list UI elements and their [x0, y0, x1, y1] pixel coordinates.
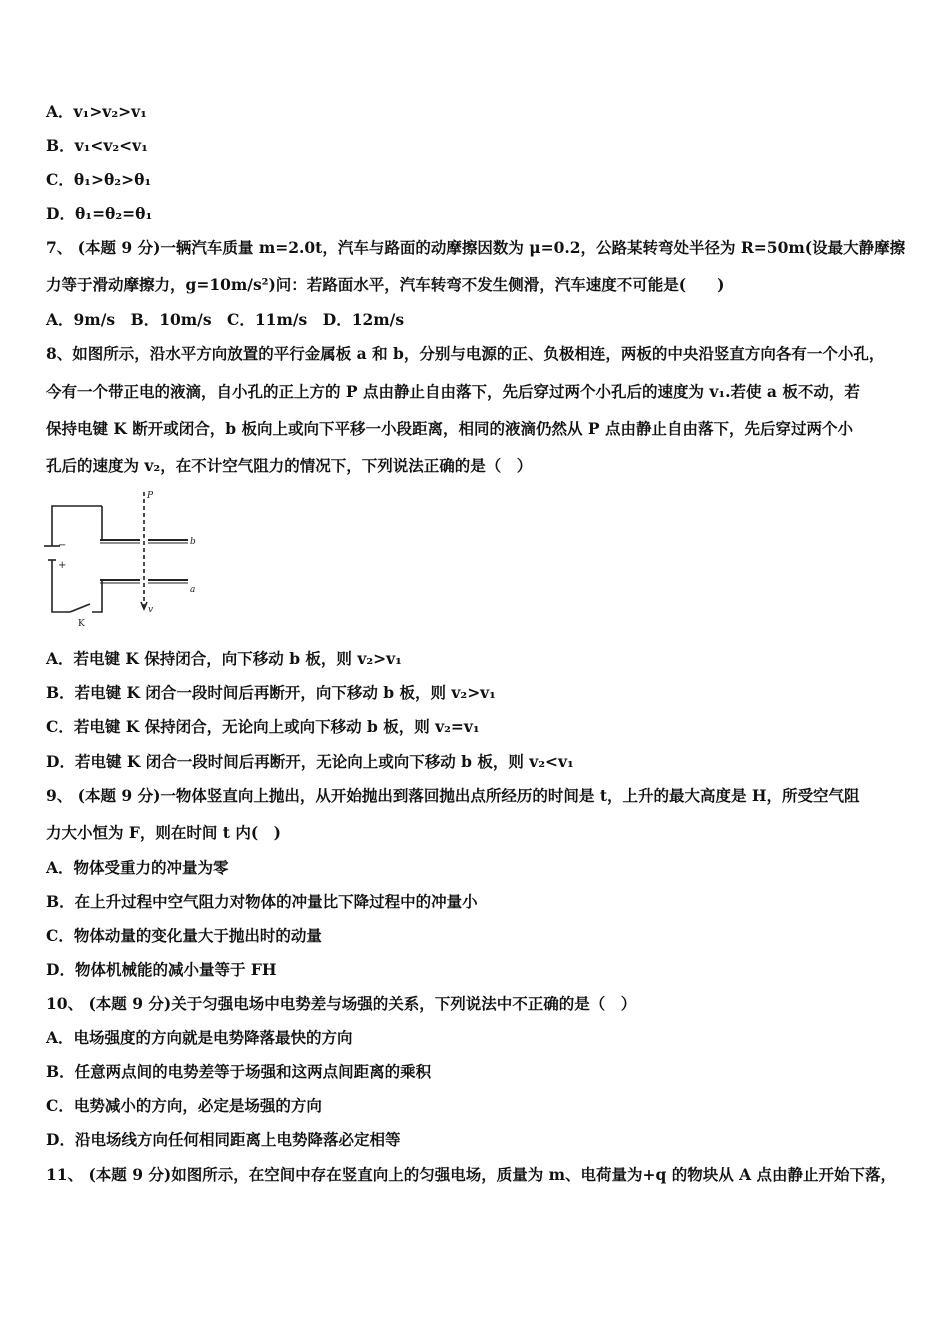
q7-stem-line-1: 7、 (本题 9 分)一辆汽车质量 m=2.0t，汽车与路面的动摩擦因数为 μ=0.2，公路某转弯处半径为 R=50m(设最大静摩擦: [46, 238, 906, 257]
q8-stem-line-2: 今有一个带正电的液滴，自小孔的正上方的 P 点由静止自由落下，先后穿过两个小孔后的速度为 v₁.若使 a 板不动，若: [46, 382, 860, 401]
q10-option-c: C．电势减小的方向，必定是场强的方向: [46, 1096, 322, 1115]
q7-options: A．9m/s B．10m/s C．11m/s D．12m/s: [46, 310, 405, 329]
label-b: b: [190, 537, 196, 547]
q10-option-a: A．电场强度的方向就是电势降落最快的方向: [46, 1028, 353, 1047]
q10-stem: 10、 (本题 9 分)关于匀强电场中电势差与场强的关系，下列说法中不正确的是（ ）: [46, 994, 637, 1013]
q8-option-c: C．若电键 K 保持闭合，无论向上或向下移动 b 板，则 v₂=v₁: [46, 717, 480, 736]
label-k: K: [78, 619, 85, 629]
label-p: P: [147, 491, 154, 501]
q9-option-b: B．在上升过程中空气阻力对物体的冲量比下降过程中的冲量小: [46, 892, 478, 911]
q8-option-d: D．若电键 K 闭合一段时间后再断开，无论向上或向下移动 b 板，则 v₂<v₁: [46, 752, 574, 771]
q9-stem-line-2: 力大小恒为 F，则在时间 t 内( ): [46, 823, 282, 842]
q6-option-c: C．θ₁>θ₂>θ₁: [46, 170, 152, 189]
q8-stem-line-4: 孔后的速度为 v₂，在不计空气阻力的情况下，下列说法正确的是（ ）: [46, 456, 533, 475]
label-v: v: [148, 605, 154, 615]
q8-stem-line-3: 保持电键 K 断开或闭合，b 板向上或向下平移一小段距离，相同的液滴仍然从 P 点由静止自由落下，先后穿过两个小: [46, 419, 853, 438]
q9-option-c: C．物体动量的变化量大于抛出时的动量: [46, 926, 322, 945]
q8-stem-line-1: 8、如图所示，沿水平方向放置的平行金属板 a 和 b，分别与电源的正、负极相连，两板的中央沿竖直方向各有一个小孔，: [46, 344, 885, 363]
label-a: a: [190, 585, 196, 595]
q10-option-d: D．沿电场线方向任何相同距离上电势降落必定相等: [46, 1130, 401, 1149]
q8-option-b: B．若电键 K 闭合一段时间后再断开，向下移动 b 板，则 v₂>v₁: [46, 683, 496, 702]
q9-option-d: D．物体机械能的减小量等于 FH: [46, 960, 277, 979]
q9-stem-line-1: 9、 (本题 9 分)一物体竖直向上抛出，从开始抛出到落回抛出点所经历的时间是 t，上升的最大高度是 H，所受空气阻: [46, 786, 860, 805]
q6-option-b: B．v₁<v₂<v₁: [46, 136, 148, 155]
q8-option-a: A．若电键 K 保持闭合，向下移动 b 板，则 v₂>v₁: [46, 649, 402, 668]
q11-stem-line-1: 11、 (本题 9 分)如图所示，在空间中存在竖直向上的匀强电场，质量为 m、电荷量为+q 的物块从 A 点由静止开始下落，: [46, 1165, 897, 1184]
q10-option-b: B．任意两点间的电势差等于场强和这两点间距离的乘积: [46, 1062, 432, 1081]
capacitor-circuit-figure: [40, 488, 200, 630]
q7-stem-line-2: 力等于滑动摩擦力，g=10m/s²)问：若路面水平，汽车转弯不发生侧滑，汽车速度不可能是( ): [46, 275, 725, 294]
q6-option-a: A．v₁>v₂>v₁: [46, 102, 147, 121]
q9-option-a: A．物体受重力的冲量为零: [46, 858, 229, 877]
q6-option-d: D．θ₁=θ₂=θ₁: [46, 204, 153, 223]
label-minus: −: [58, 540, 67, 551]
label-plus: +: [58, 560, 67, 571]
